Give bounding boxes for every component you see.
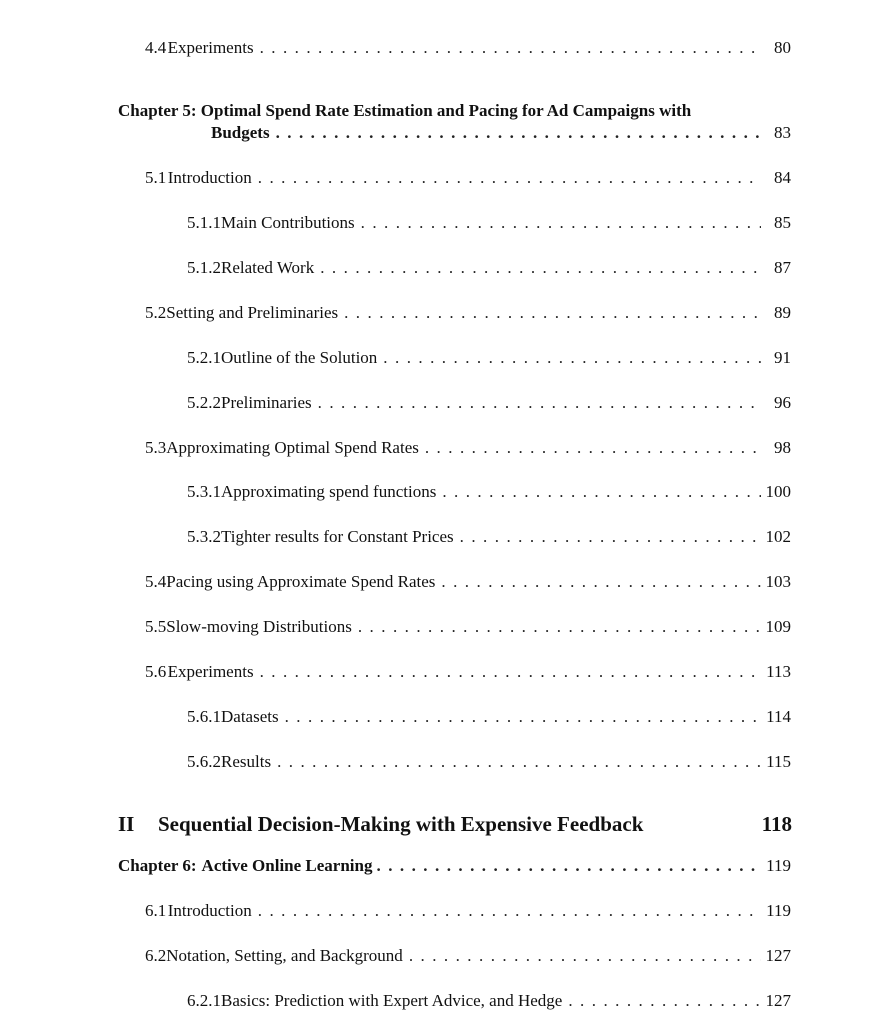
subsection-title: Main Contributions bbox=[221, 213, 355, 232]
page-number: 89 bbox=[774, 303, 791, 322]
page-number: 115 bbox=[766, 752, 791, 771]
toc-entry[interactable] bbox=[145, 168, 791, 188]
page-number: 96 bbox=[774, 393, 791, 412]
subsection-number: 6.2.1 bbox=[187, 991, 221, 1010]
leader-dots bbox=[409, 946, 761, 966]
section-number: 6.2 bbox=[145, 946, 167, 965]
toc-chapter-entry[interactable] bbox=[118, 856, 791, 876]
toc-subentry[interactable] bbox=[187, 707, 791, 727]
page-number: 102 bbox=[765, 527, 791, 546]
subsection-number: 5.3.1 bbox=[187, 482, 221, 501]
page-number: 91 bbox=[774, 348, 791, 367]
leader-dots bbox=[260, 662, 761, 682]
subsection-title: Related Work bbox=[221, 258, 315, 277]
subsection-title: Approximating spend functions bbox=[221, 482, 437, 501]
subsection-title: Basics: Prediction with Expert Advice, and Hedge bbox=[221, 991, 563, 1010]
chapter-label: Chapter 6: bbox=[118, 856, 197, 875]
toc-part-entry[interactable] bbox=[118, 812, 792, 837]
page-number: 87 bbox=[774, 258, 791, 277]
part-number: II bbox=[118, 812, 135, 836]
section-title: Introduction bbox=[167, 168, 252, 187]
subsection-number: 5.6.1 bbox=[187, 707, 221, 726]
toc-entry[interactable] bbox=[145, 438, 791, 458]
toc-subentry[interactable] bbox=[187, 213, 791, 233]
subsection-title: Outline of the Solution bbox=[221, 348, 378, 367]
leader-dots bbox=[258, 168, 761, 188]
subsection-number: 5.2.2 bbox=[187, 393, 221, 412]
page-number: 103 bbox=[765, 572, 791, 591]
leader-dots bbox=[441, 572, 761, 592]
section-title: Experiments bbox=[167, 38, 254, 57]
leader-dots bbox=[277, 752, 761, 772]
toc-subentry[interactable] bbox=[187, 258, 791, 278]
page-number: 109 bbox=[765, 617, 791, 636]
subsection-title: Results bbox=[221, 752, 272, 771]
toc-entry[interactable] bbox=[145, 662, 791, 682]
leader-dots bbox=[568, 991, 761, 1011]
page-number: 85 bbox=[774, 213, 791, 232]
part-title: Sequential Decision-Making with Expensive Feedback bbox=[158, 812, 644, 836]
page-number: 98 bbox=[774, 438, 791, 457]
toc-chapter-entry[interactable] bbox=[118, 100, 791, 144]
subsection-number: 5.2.1 bbox=[187, 348, 221, 367]
section-number: 6.1 bbox=[145, 901, 167, 920]
leader-dots bbox=[276, 122, 761, 144]
subsection-number: 5.1.2 bbox=[187, 258, 221, 277]
chapter-title-line1: Optimal Spend Rate Estimation and Pacing for Ad Campaigns with bbox=[200, 101, 692, 120]
leader-dots bbox=[377, 856, 762, 876]
leader-dots bbox=[442, 482, 761, 502]
subsection-title: Preliminaries bbox=[221, 393, 312, 412]
section-title: Setting and Preliminaries bbox=[166, 303, 339, 322]
leader-dots bbox=[344, 303, 761, 323]
page-number: 80 bbox=[774, 38, 791, 57]
toc-entry[interactable] bbox=[145, 38, 791, 58]
leader-dots bbox=[358, 617, 761, 637]
section-title: Experiments bbox=[167, 662, 254, 681]
section-number: 4.4 bbox=[145, 38, 167, 57]
chapter-label: Chapter 5: bbox=[118, 101, 197, 120]
leader-dots bbox=[260, 38, 761, 58]
toc-entry[interactable] bbox=[145, 617, 791, 637]
chapter-title-line2: Budgets bbox=[211, 123, 270, 142]
subsection-number: 5.6.2 bbox=[187, 752, 221, 771]
subsection-number: 5.1.1 bbox=[187, 213, 221, 232]
toc-subentry[interactable] bbox=[187, 348, 791, 368]
section-title: Slow-moving Distributions bbox=[166, 617, 352, 636]
leader-dots bbox=[425, 438, 761, 458]
leader-dots bbox=[320, 258, 761, 278]
subsection-title: Datasets bbox=[221, 707, 279, 726]
page-number: 127 bbox=[765, 991, 791, 1010]
leader-dots bbox=[361, 213, 761, 233]
toc-subentry[interactable] bbox=[187, 393, 791, 413]
subsection-title: Tighter results for Constant Prices bbox=[221, 527, 454, 546]
toc-subentry[interactable] bbox=[187, 482, 791, 502]
toc-entry[interactable] bbox=[145, 572, 791, 592]
leader-dots bbox=[318, 393, 761, 413]
section-title: Approximating Optimal Spend Rates bbox=[166, 438, 419, 457]
page-number: 127 bbox=[765, 946, 791, 965]
section-number: 5.6 bbox=[145, 662, 167, 681]
subsection-number: 5.3.2 bbox=[187, 527, 221, 546]
toc-subentry[interactable] bbox=[187, 527, 791, 547]
leader-dots bbox=[285, 707, 761, 727]
section-number: 5.3 bbox=[145, 438, 167, 457]
page-number: 119 bbox=[766, 901, 791, 920]
toc-entry[interactable] bbox=[145, 946, 791, 966]
page-number: 118 bbox=[761, 812, 792, 836]
page-number: 113 bbox=[766, 662, 791, 681]
page-number: 100 bbox=[765, 482, 791, 501]
leader-dots bbox=[258, 901, 761, 921]
toc-entry[interactable] bbox=[145, 901, 791, 921]
section-title: Introduction bbox=[167, 901, 252, 920]
section-number: 5.1 bbox=[145, 168, 167, 187]
section-number: 5.2 bbox=[145, 303, 167, 322]
chapter-title: Active Online Learning bbox=[201, 856, 373, 875]
leader-dots bbox=[383, 348, 761, 368]
toc-subentry[interactable] bbox=[187, 752, 791, 772]
page-number: 83 bbox=[774, 123, 791, 142]
page-number: 119 bbox=[766, 856, 791, 875]
page-number: 114 bbox=[766, 707, 791, 726]
leader-dots bbox=[460, 527, 761, 547]
section-title: Pacing using Approximate Spend Rates bbox=[166, 572, 436, 591]
page-number: 84 bbox=[774, 168, 791, 187]
section-title: Notation, Setting, and Background bbox=[166, 946, 403, 965]
toc-subentry[interactable] bbox=[187, 991, 791, 1011]
toc-entry[interactable] bbox=[145, 303, 791, 323]
section-number: 5.4 bbox=[145, 572, 167, 591]
section-number: 5.5 bbox=[145, 617, 167, 636]
